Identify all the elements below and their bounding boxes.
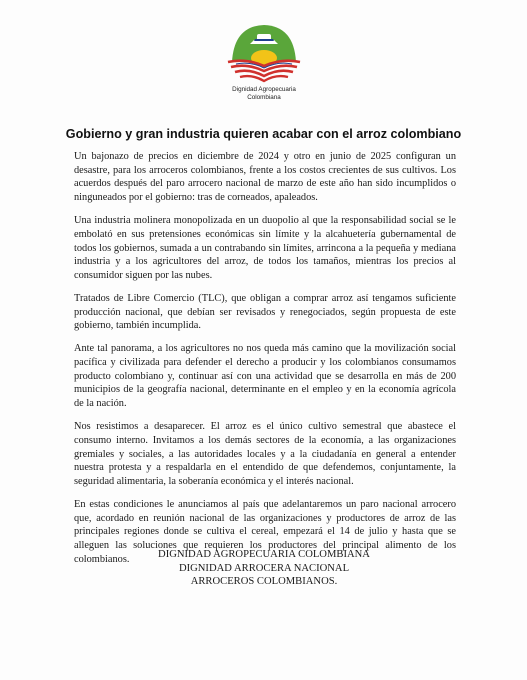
document-body xyxy=(74,150,456,576)
paragraph-5: Nos resistimos a desaparecer. El arroz es el único cultivo semestral que abastece el consumo interno. Invitamos a los demás sectores de la economía, a las organizaciones gremiales y sociales, a las autoridades locales y a la ciudadanía en general a entender nuestra protesta y a respaldarla en el entendido de que defendemos, conjuntamente, la seguridad alimentaria, la soberanía económica y el interés nacional. xyxy=(74,421,456,487)
organization-name-line1: Dignidad Agropecuaria xyxy=(232,86,296,93)
paragraph-4: Ante tal panorama, a los agricultores no nos queda más camino que la movilización social pacífica y civilizada para defender el derecho a producir y los colombianos consumamos producto colombiano y, continuar así con una actividad que se desarrolla en más de 200 municipios de la geografía nacional, determinante en el empleo y en la economía agrícola de la nación. xyxy=(74,343,456,410)
organization-name xyxy=(200,86,328,101)
document-title: Gobierno y gran industria quieren acabar con el arroz colombiano xyxy=(65,127,462,141)
paragraph-6: En estas condiciones le anunciamos al país que adelantaremos un paro nacional arrocero que, acordado en reunión nacional de las organizaciones y productores de arroz de las principales regiones donde se cultiva el cereal, empezará el 14 de julio y hasta que se alleguen las soluciones que requieren los productores del principal alimento de los colombianos. xyxy=(74,498,456,565)
signature-line-3: ARROCEROS COLOMBIANOS. xyxy=(190,576,338,588)
dignidad-agropecuaria-logo-icon xyxy=(222,22,306,84)
signature-line-2: DIGNIDAD ARROCERA NACIONAL xyxy=(178,562,350,574)
paragraph-3: Tratados de Libre Comercio (TLC), que obligan a comprar arroz así tengamos suficiente producción nacional, que debían ser revisados y renegociados, según propuesta de este gobierno, también incumplida. xyxy=(74,292,456,332)
paragraph-1: Un bajonazo de precios en diciembre de 2024 y otro en junio de 2025 configuran un desastre, para los arroceros colombianos, frente a los costos crecientes de sus cultivos. Los acuerdos después del paro arrocero nacional de marzo de este año han sido incumplidos o ninguneados por el gobierno: tras de corneados, apaleados. xyxy=(74,151,456,204)
paragraph-2: Una industria molinera monopolizada en un duopolio al que la responsabilidad social se le embolató en sus pretensiones económicas sin límite y la alcahuetería gubernamental de todos los gobiernos, sumada a un contrabando sin límites, arrincona a la pequeña y mediana industria y a los agricultores del arroz, de todos los tamaños, mientras los precios al consumidor siguen por las nubes. xyxy=(74,215,456,281)
organization-name-line2: Colombiana xyxy=(247,93,281,101)
signature-line-1: DIGNIDAD AGROPECUARIA COLOMBIANA xyxy=(158,549,370,560)
signature-block xyxy=(120,548,408,589)
